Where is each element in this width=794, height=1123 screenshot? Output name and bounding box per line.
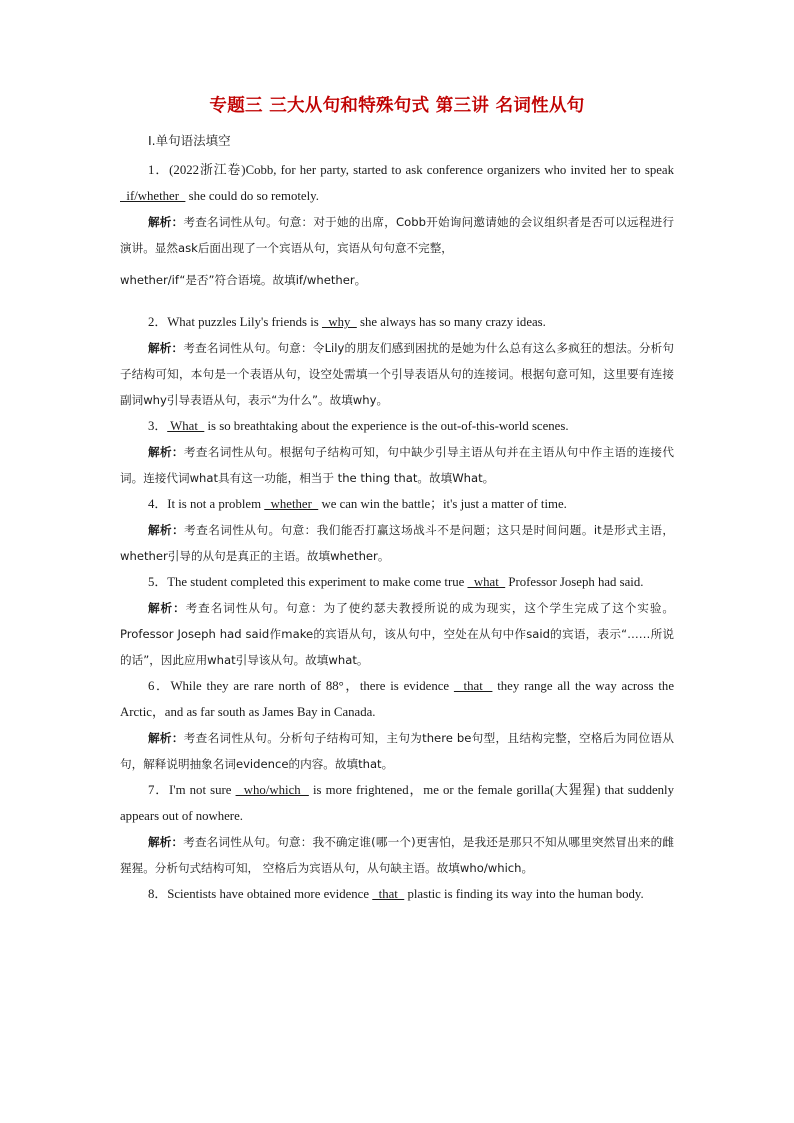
document-page <box>120 92 674 907</box>
answer-blank: whether <box>264 497 319 511</box>
explanation-7: 解析：考查名词性从句。句意：我不确定谁(哪一个)更害怕，是我还是那只不知从哪里突然冒出来的雌猩猩。分析句式结构可知， 空格后为宾语从句，从句缺主语。故填who/which。 <box>120 835 674 875</box>
answer-blank: who/which <box>235 783 309 797</box>
explanation-6: 解析：考查名词性从句。分析句子结构可知，主句为there be句型，且结构完整，空格后为同位语从句，解释说明抽象名词evidence的内容。故填that。 <box>120 731 674 771</box>
answer-blank: what <box>467 575 506 589</box>
question-5: 5．The student completed this experiment to make come true what Professor Joseph had said. <box>148 575 644 589</box>
question-7: 7．I'm not sure who/which is more frightened，me or the female gorilla(大猩猩) that suddenly appears out of nowhere. <box>120 783 674 823</box>
answer-blank: What <box>167 419 205 433</box>
question-6: 6．While they are rare north of 88°，there is evidence that they range all the way across the Arctic，and as far south as James Bay in Canada. <box>120 679 674 719</box>
answer-blank: why <box>321 315 357 329</box>
answer-blank: if/whether <box>120 189 186 203</box>
explanation-1-cont: whether/if“是否”符合语境。故填if/whether。 <box>120 273 367 287</box>
answer-blank: that <box>372 887 405 901</box>
page-title: 专题三 三大从句和特殊句式 第三讲 名词性从句 <box>209 96 585 116</box>
question-8: 8．Scientists have obtained more evidence that plastic is finding its way into the human body. <box>148 887 644 901</box>
answer-blank: that <box>453 679 493 693</box>
explanation-4: 解析：考查名词性从句。句意：我们能否打赢这场战斗不是问题；这只是时间问题。it是形式主语，whether引导的从句是真正的主语。故填whether。 <box>120 523 674 563</box>
question-2: 2．What puzzles Lily's friends is why she always has so many crazy ideas. <box>148 315 546 329</box>
explanation-3: 解析：考查名词性从句。根据句子结构可知，句中缺少引导主语从句并在主语从句中作主语的连接代词。连接代词what具有这一功能，相当于 the thing that。故填What。 <box>120 445 674 485</box>
question-1: 1．(2022浙江卷)Cobb, for her party, started to ask conference organizers who invited her to speak if/whether she could do so remotely. <box>120 163 674 203</box>
question-4: 4．It is not a problem whether we can win the battle；it's just a matter of time. <box>148 497 567 511</box>
section-heading: Ⅰ.单句语法填空 <box>148 133 231 148</box>
explanation-1: 解析：考查名词性从句。句意：对于她的出席，Cobb开始询问邀请她的会议组织者是否可以远程进行演讲。显然ask后面出现了一个宾语从句，宾语从句句意不完整， <box>120 215 674 255</box>
explanation-5: 解析：考查名词性从句。句意：为了使约瑟夫教授所说的成为现实，这个学生完成了这个实验。 Professor Joseph had said作make的宾语从句，该从句中，空处在从句中作said的宾语，表示“……所说的话”，因此应用what引导该从句。故填what。 <box>120 601 674 667</box>
question-3: 3． What is so breathtaking about the experience is the out-of-this-world scenes. <box>148 419 569 433</box>
explanation-2: 解析：考查名词性从句。句意：令Lily的朋友们感到困扰的是她为什么总有这么多疯狂的想法。分析句子结构可知，本句是一个表语从句，设空处需填一个引导表语从句的连接词。根据句意可知，这里要有连接副词why引导表语从句，表示“为什么”。故填why。 <box>120 341 674 407</box>
